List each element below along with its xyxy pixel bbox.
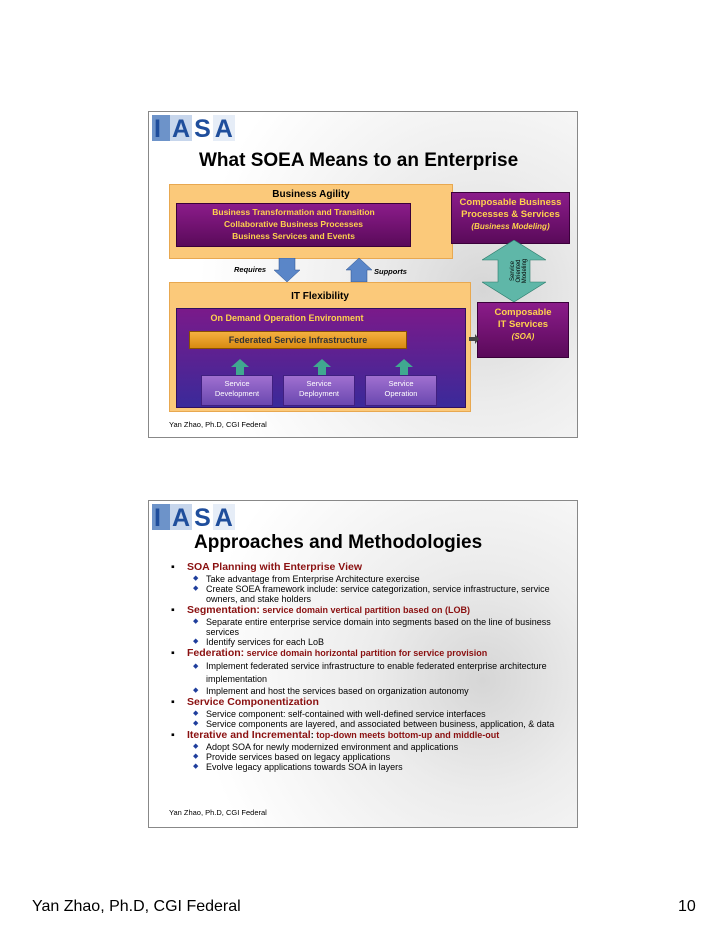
logo-letter: S: [194, 115, 211, 143]
item-subheading: service domain horizontal partition for service provision: [244, 648, 488, 658]
slide-footer: Yan Zhao, Ph.D, CGI Federal: [169, 808, 267, 817]
cit-line: Composable: [494, 307, 552, 318]
requires-arrow: [274, 258, 300, 282]
list-item: [171, 604, 571, 617]
sub-item: ◆ Service component: self-contained with well-defined service interfaces: [171, 709, 571, 719]
sub-item: ◆ Create SOEA framework include: service categorization, service infrastructure, service owners, and stake holders: [171, 584, 571, 604]
logo-letter: A: [214, 115, 233, 143]
service-line: Deployment: [298, 389, 340, 398]
item-heading: Service Componentization: [187, 696, 319, 708]
it-flexibility-box: [169, 282, 471, 412]
item-heading: Iterative and Incremental: [187, 729, 311, 741]
sub-item: ◆ Separate entire enterprise service domain into segments based on the line of business services: [171, 617, 571, 637]
slide-title: What SOEA Means to an Enterprise: [199, 150, 519, 171]
sub-item: ◆ Identify services for each LoB: [171, 637, 571, 647]
requires-label: Requires: [234, 265, 267, 274]
on-demand-env-box: [176, 308, 466, 408]
slide-title: Approaches and Methodologies: [194, 532, 483, 553]
cit-line: IT Services: [497, 319, 549, 330]
up-arrow: [231, 359, 249, 375]
sub-item: ◆ Implement and host the services based on organization autonomy: [171, 686, 571, 696]
iasa-logo: [152, 115, 242, 143]
list-item: [171, 561, 571, 574]
item-separator: :: [310, 730, 317, 740]
sub-item: ◆ Adopt SOA for newly modernized environment and applications: [171, 742, 571, 752]
up-arrow: [395, 359, 413, 375]
cbp-line: (Business Modeling): [471, 222, 550, 231]
service-deployment-box: [283, 375, 355, 406]
service-operation-box: [365, 375, 437, 406]
cbp-line: Processes & Services: [461, 209, 560, 220]
page-footer-author: Yan Zhao, Ph.D, CGI Federal: [32, 898, 241, 915]
som-label: Service Oriented Modeling: [510, 258, 528, 284]
inner-line: Business Services and Events: [232, 231, 355, 241]
logo-letter: S: [194, 504, 211, 532]
connector-arrow: [469, 334, 479, 344]
logo-letter: A: [172, 115, 191, 143]
inner-line: Collaborative Business Processes: [224, 219, 363, 229]
supports-label: Supports: [374, 267, 407, 276]
business-transformation-box: [176, 203, 411, 247]
composable-it-box: [477, 302, 569, 358]
up-arrow: [313, 359, 331, 375]
item-heading: Federation:: [187, 647, 245, 659]
service-line: Operation: [384, 389, 418, 398]
odoe-title: On Demand Operation Environment: [210, 313, 364, 323]
list-item: [171, 647, 571, 660]
logo-letter: A: [172, 504, 191, 532]
sub-item: ◆ Evolve legacy applications towards SOA in layers: [171, 762, 571, 772]
business-agility-title: Business Agility: [272, 189, 350, 200]
list-item: [171, 696, 571, 709]
composable-business-box: [451, 192, 570, 244]
item-heading: SOA Planning with Enterprise View: [187, 561, 363, 573]
supports-arrow: [346, 258, 372, 282]
logo-letter: I: [152, 504, 170, 530]
sub-item: ◆ Service components are layered, and associated between business, application, & data: [171, 719, 571, 729]
inner-line: Business Transformation and Transition: [212, 207, 375, 217]
slide-what-soea: [148, 111, 578, 438]
item-heading: Segmentation:: [187, 604, 260, 616]
sub-item: ◆ Take advantage from Enterprise Architecture exercise: [171, 574, 571, 584]
service-line: Service: [306, 379, 332, 388]
service-line: Development: [214, 389, 260, 398]
cit-line: (SOA): [511, 332, 535, 341]
item-subheading: top-down meets bottom-up and middle-out: [316, 730, 500, 740]
iasa-logo: [152, 504, 242, 532]
service-development-box: [201, 375, 273, 406]
logo-letter: I: [152, 115, 170, 141]
approach-list: [171, 561, 571, 772]
sub-item: ◆ Provide services based on legacy applications: [171, 752, 571, 762]
it-flexibility-title: IT Flexibility: [291, 291, 349, 302]
item-subheading: service domain vertical partition based on (LOB): [259, 605, 470, 615]
logo-letter: A: [214, 504, 233, 532]
business-agility-box: [169, 184, 453, 259]
sub-item: ◆ Implement federated service infrastructure to enable federated enterprise architecture implementation: [171, 660, 571, 686]
federated-infrastructure-box: Federated Service Infrastructure: [189, 331, 407, 349]
service-line: Service: [388, 379, 414, 388]
list-item: [171, 729, 571, 742]
page-number: 10: [678, 898, 696, 915]
slide-footer: Yan Zhao, Ph.D, CGI Federal: [169, 420, 267, 429]
service-line: Service: [224, 379, 250, 388]
slide-approaches: [148, 500, 578, 828]
cbp-line: Composable Business: [459, 197, 562, 208]
